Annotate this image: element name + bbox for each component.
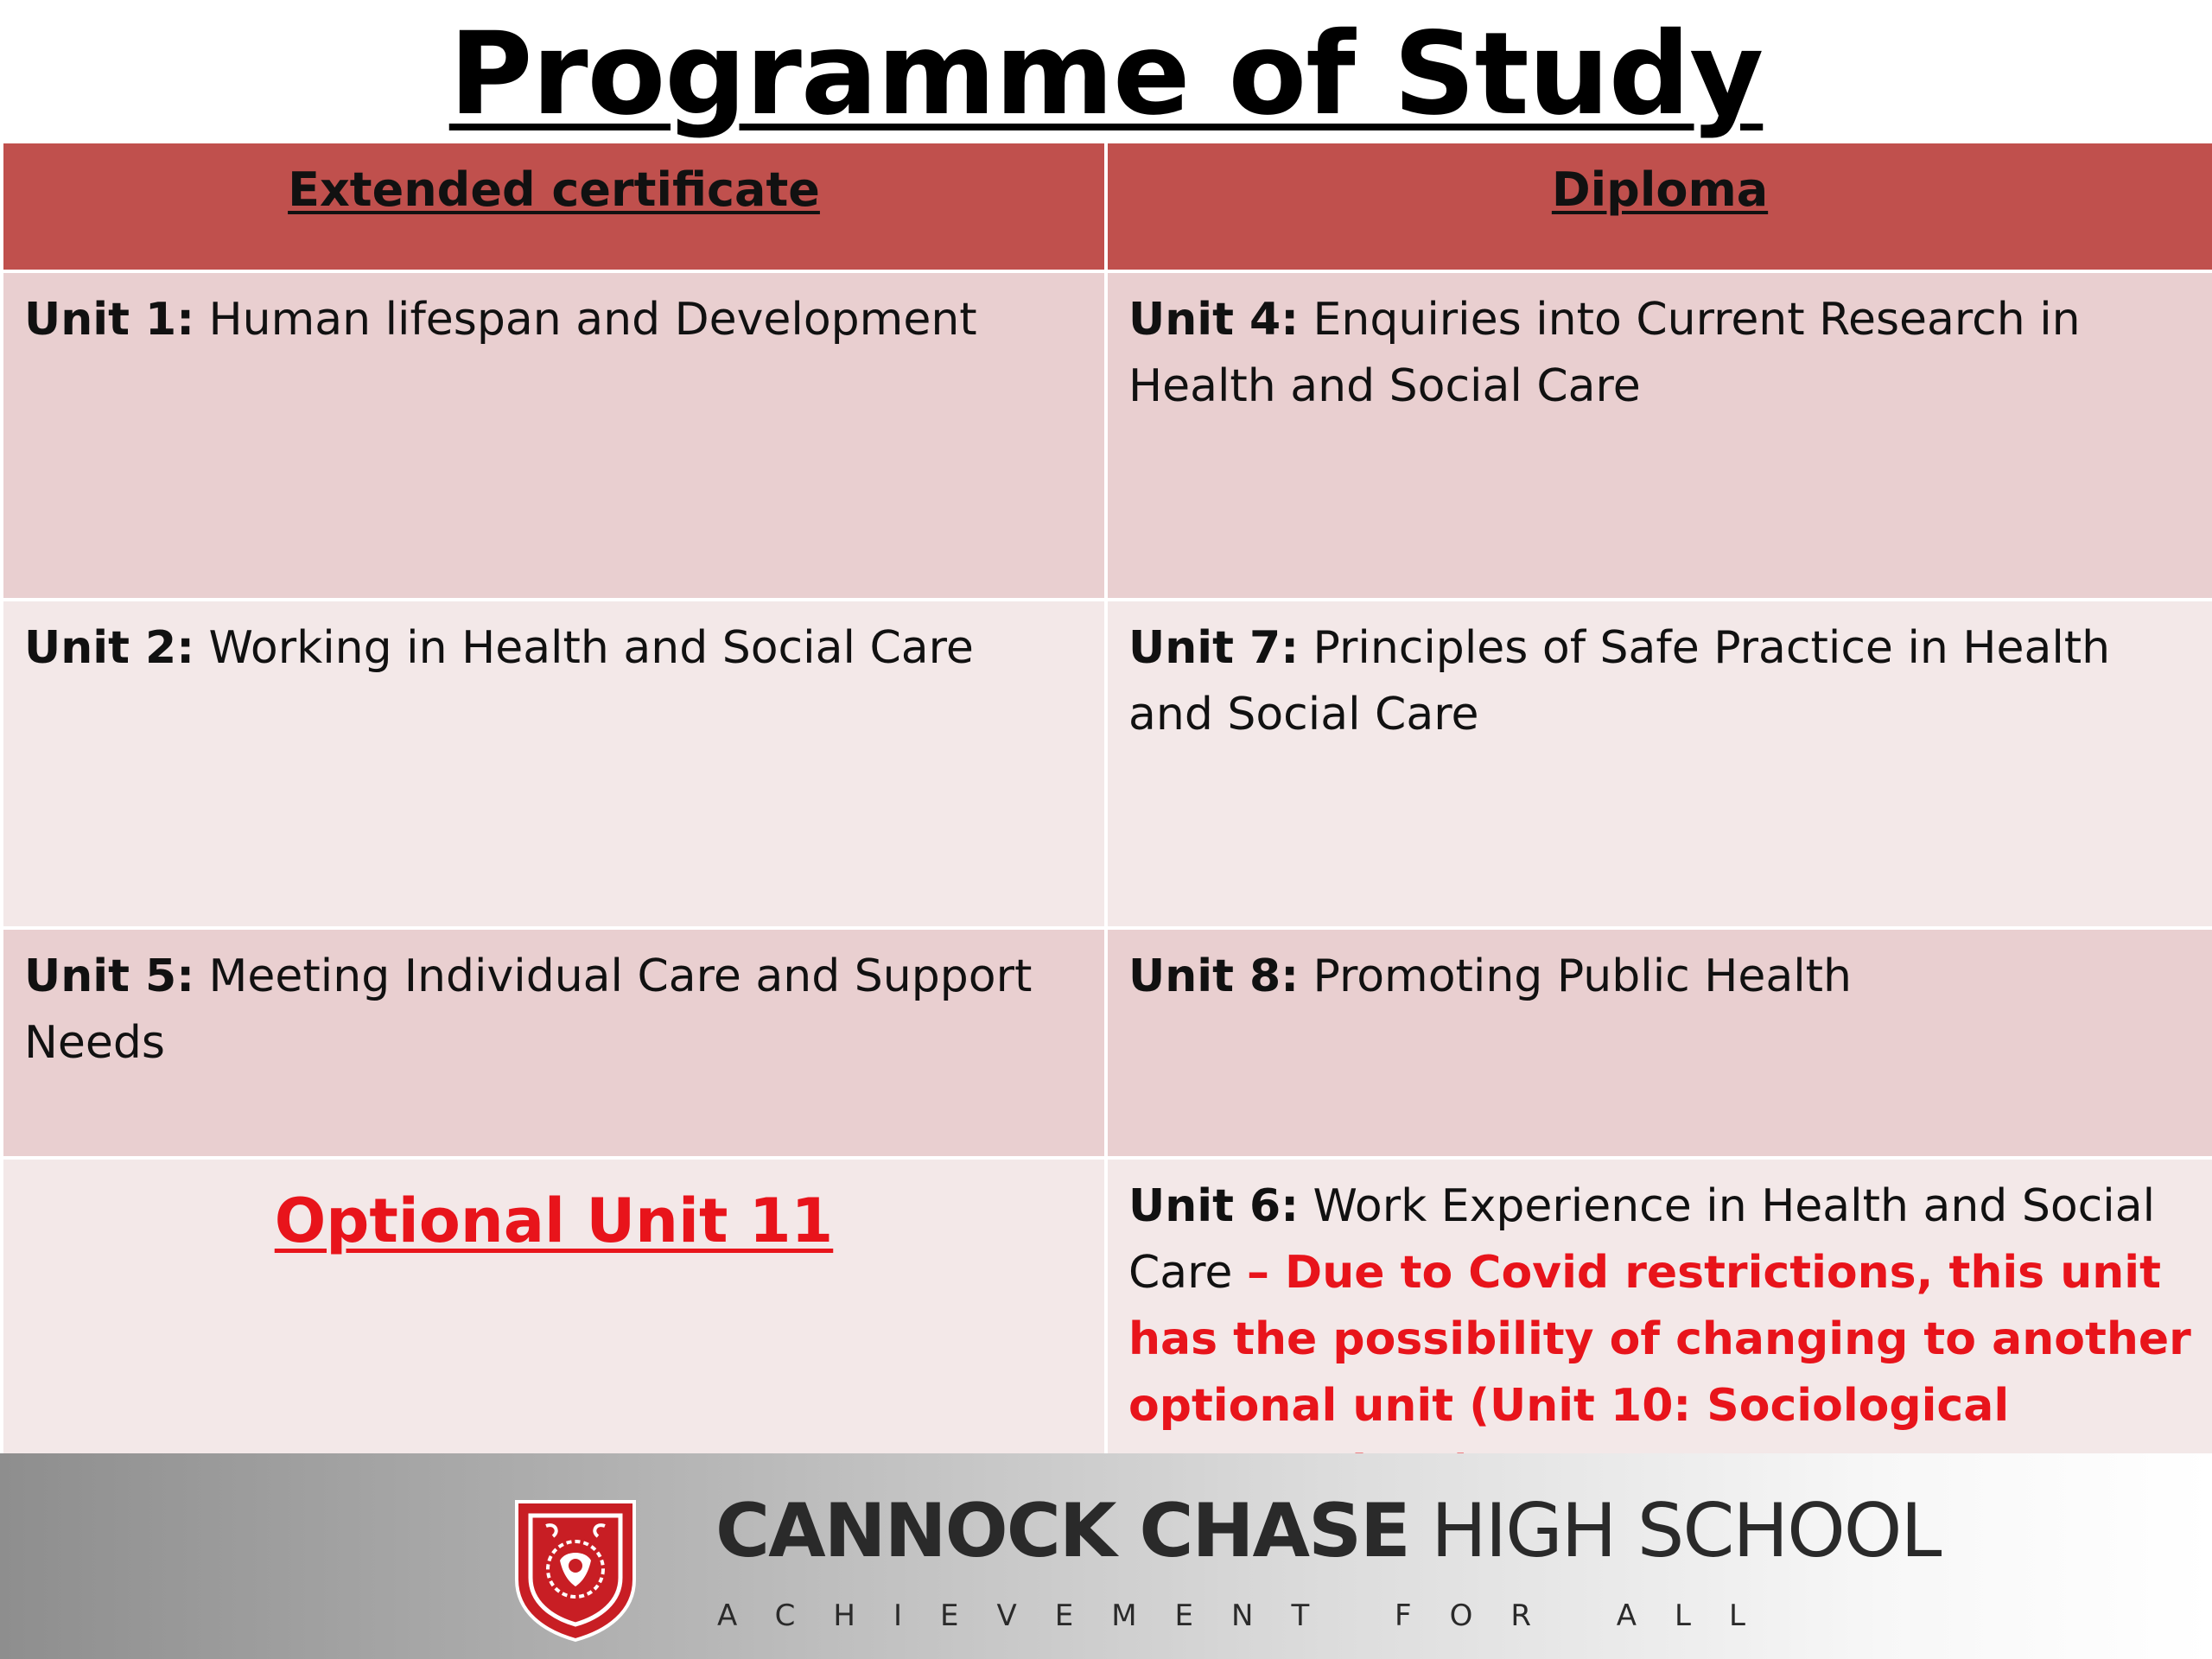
covid-note: – Due to Covid restrictions, this unit has the possibility of changing to another optional unit (Unit 10: Sociological [1128, 1247, 2191, 1432]
school-tagline: ACHIEVEMENT FOR ALL [717, 1599, 1783, 1633]
unit-title: Enquiries into Current Research in Health and Social Care [1128, 294, 2081, 412]
unit-entry [1108, 601, 2212, 748]
unit-title: Promoting Public Health [1299, 950, 1853, 1002]
unit-number: Unit 1: [24, 294, 195, 346]
table-row [2, 600, 2212, 928]
table-cell [1106, 928, 2212, 1158]
page-title-text: Programme of Study [448, 8, 1764, 141]
optional-unit-label: Optional Unit 11 [274, 1185, 834, 1256]
table-row [2, 928, 2212, 1158]
table-header-row [2, 142, 2212, 271]
unit-entry [3, 273, 1104, 353]
unit-title: Human lifespan and Development [194, 294, 977, 346]
table-cell [1106, 271, 2212, 600]
table-cell [1106, 600, 2212, 928]
unit-number: Unit 6: [1128, 1180, 1300, 1232]
unit-entry [3, 601, 1104, 682]
unit-number: Unit 5: [24, 950, 195, 1002]
column-header-extended-certificate: Extended certificate [2, 142, 1106, 271]
school-crest-icon [512, 1497, 639, 1643]
unit-entry [3, 930, 1104, 1077]
unit-title: Meeting Individual Care and Support Needs [24, 950, 1033, 1069]
unit-title: Working in Health and Social Care [194, 622, 974, 674]
unit-number: Unit 4: [1128, 294, 1300, 346]
unit-entry [1108, 930, 2212, 1010]
page-title [0, 5, 2212, 143]
unit-entry [1108, 273, 2212, 420]
unit-title: Principles of Safe Practice in Health and Social Care [1128, 622, 2111, 741]
programme-table [0, 140, 2212, 1510]
unit-number: Unit 8: [1128, 950, 1300, 1002]
table-cell [2, 928, 1106, 1158]
unit-title: Work Experience in Health and Social Care [1128, 1180, 2156, 1299]
column-header-diploma: Diploma [1106, 142, 2212, 271]
table-cell [2, 600, 1106, 928]
unit-number: Unit 7: [1128, 622, 1300, 674]
table-row [2, 271, 2212, 600]
unit-number: Unit 2: [24, 622, 195, 674]
footer-banner [0, 1453, 2212, 1659]
school-name: CANNOCK CHASE HIGH SCHOOL [715, 1488, 1941, 1574]
table-cell [2, 271, 1106, 600]
